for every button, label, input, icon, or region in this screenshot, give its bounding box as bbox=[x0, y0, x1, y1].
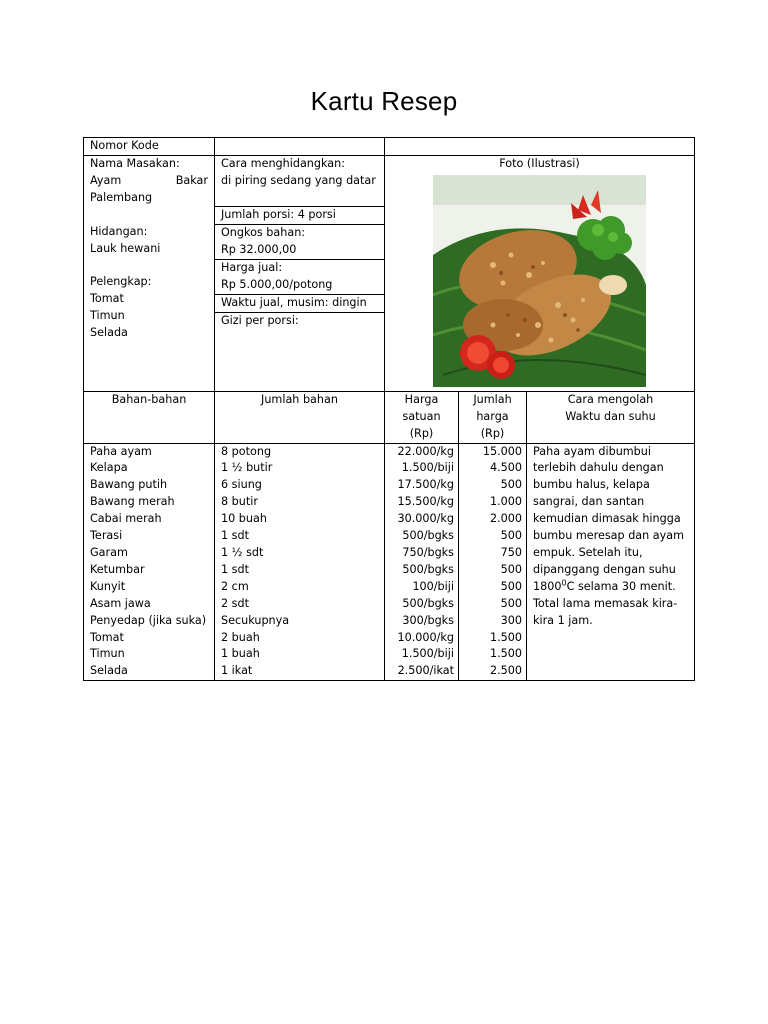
ingredient-name: Cabai merah bbox=[90, 512, 162, 526]
ingredient-qty: 1 sdt bbox=[221, 529, 249, 543]
kode-value bbox=[215, 138, 385, 156]
kode-label: Nomor Kode bbox=[84, 138, 215, 156]
info-row bbox=[84, 155, 695, 391]
total-price: 1.000 bbox=[489, 495, 522, 509]
photo-cell bbox=[385, 155, 695, 391]
selling-price-cell bbox=[215, 260, 384, 295]
selling-price-value: Rp 5.000,00/potong bbox=[221, 278, 333, 292]
dish-name-word-1: Ayam bbox=[90, 173, 122, 187]
ingredient-name: Paha ayam bbox=[90, 444, 152, 458]
total-price: 15.000 bbox=[482, 444, 522, 458]
ingredient-name: Selada bbox=[90, 664, 128, 678]
grilled-chicken-illustration bbox=[433, 175, 646, 387]
method-superscript: 0 bbox=[561, 578, 567, 588]
total-price: 500 bbox=[500, 596, 522, 610]
ingredient-name: Bawang merah bbox=[90, 495, 175, 509]
unit-price: 500/bgks bbox=[402, 529, 454, 543]
pelengkap-item: Timun bbox=[90, 309, 125, 323]
col-header-jumlah-harga: Jumlah harga (Rp) bbox=[459, 391, 527, 443]
total-price: 300 bbox=[500, 613, 522, 627]
total-price: 1.500 bbox=[489, 647, 522, 661]
ingredient-cost-label: Ongkos bahan: bbox=[221, 226, 306, 240]
ingredient-name: Timun bbox=[90, 647, 125, 661]
recipe-card-table bbox=[83, 137, 695, 681]
ingredient-qty: 1 sdt bbox=[221, 562, 249, 576]
kode-row bbox=[84, 138, 695, 156]
dish-photo bbox=[433, 175, 646, 387]
pelengkap-item: Selada bbox=[90, 326, 128, 340]
col-header-jumlah: Jumlah bahan bbox=[215, 391, 385, 443]
ingredient-name: Kunyit bbox=[90, 579, 126, 593]
ingredient-qty: 1 ½ sdt bbox=[221, 545, 264, 559]
col-header-harga-satuan: Harga satuan (Rp) bbox=[385, 391, 459, 443]
method-text-2: C selama 30 menit. Total lama memasak kira- kira 1 jam. bbox=[533, 579, 678, 627]
ingredient-qty: 1 ikat bbox=[221, 664, 253, 678]
ingredient-name: Kelapa bbox=[90, 461, 128, 475]
ingredient-qty: 8 potong bbox=[221, 444, 272, 458]
ingredient-qty: 1 ½ butir bbox=[221, 461, 273, 475]
nutrition-per-portion: Gizi per porsi: bbox=[215, 313, 384, 386]
ingredient-row bbox=[84, 443, 695, 681]
serving-method-label: Cara menghidangkan: bbox=[221, 156, 345, 170]
ingredient-name: Terasi bbox=[90, 529, 123, 543]
ingredient-qty: 2 cm bbox=[221, 579, 249, 593]
dish-info-cell bbox=[84, 155, 215, 391]
unit-price: 10.000/kg bbox=[397, 630, 454, 644]
ingredient-name: Garam bbox=[90, 545, 128, 559]
col-header-cara: Cara mengolah Waktu dan suhu bbox=[527, 391, 695, 443]
unit-price: 30.000/kg bbox=[397, 512, 454, 526]
ingredient-qty: 2 buah bbox=[221, 630, 260, 644]
unit-price: 17.500/kg bbox=[397, 478, 454, 492]
ingredient-name: Penyedap (jika suka) bbox=[90, 613, 207, 627]
column-header-row bbox=[84, 391, 695, 443]
ingredient-qty: 6 siung bbox=[221, 478, 262, 492]
dish-name-word-2: Bakar bbox=[175, 173, 208, 187]
unit-price: 100/biji bbox=[412, 579, 454, 593]
portion-count: Jumlah porsi: 4 porsi bbox=[215, 207, 384, 225]
unit-price: 1.500/biji bbox=[401, 647, 454, 661]
total-price: 1.500 bbox=[489, 630, 522, 644]
pelengkap-label: Pelengkap: bbox=[90, 275, 152, 289]
total-price: 2.000 bbox=[489, 512, 522, 526]
unit-price: 2.500/ikat bbox=[397, 664, 454, 678]
total-price: 500 bbox=[500, 529, 522, 543]
total-price: 500 bbox=[500, 478, 522, 492]
serving-method-cell bbox=[215, 156, 384, 207]
ingredient-qty: Secukupnya bbox=[221, 613, 290, 627]
method-text-1: Paha ayam dibumbui terlebih dahulu dengan bumbu halus, kelapa sangrai, dan santan kemudian dimasak hingga bumbu meresap dan ayam empuk. Setelah itu, dipanggang dengan suhu 1800 bbox=[533, 444, 685, 593]
ingredient-name-list bbox=[84, 443, 215, 681]
hidangan-label: Hidangan: bbox=[90, 224, 148, 238]
selling-price-label: Harga jual: bbox=[221, 261, 283, 275]
serving-subtable bbox=[215, 156, 384, 386]
unit-price: 1.500/biji bbox=[401, 461, 454, 475]
sell-season: Waktu jual, musim: dingin bbox=[215, 295, 384, 313]
ingredient-qty: 2 sdt bbox=[221, 596, 249, 610]
serving-method-value: di piring sedang yang datar bbox=[221, 173, 376, 187]
total-price: 4.500 bbox=[489, 461, 522, 475]
total-price: 750 bbox=[500, 545, 522, 559]
serving-cell bbox=[215, 155, 385, 391]
unit-price: 300/bgks bbox=[402, 613, 454, 627]
ingredient-qty: 8 butir bbox=[221, 495, 258, 509]
ingredient-qty-list bbox=[215, 443, 385, 681]
total-price: 2.500 bbox=[489, 664, 522, 678]
dish-name-label: Nama Masakan: bbox=[90, 156, 180, 170]
total-price: 500 bbox=[500, 579, 522, 593]
ingredient-cost-cell bbox=[215, 225, 384, 260]
ingredient-name: Ketumbar bbox=[90, 562, 145, 576]
kode-extra bbox=[385, 138, 695, 156]
unit-price: 15.500/kg bbox=[397, 495, 454, 509]
pelengkap-item: Tomat bbox=[90, 292, 124, 306]
cooking-method bbox=[527, 443, 695, 681]
ingredient-name: Bawang putih bbox=[90, 478, 168, 492]
dish-name-word-3: Palembang bbox=[90, 190, 153, 204]
page-title: Kartu Resep bbox=[310, 86, 458, 116]
ingredient-qty: 10 buah bbox=[221, 512, 267, 526]
ingredient-name: Asam jawa bbox=[90, 596, 151, 610]
unit-price: 750/bgks bbox=[402, 545, 454, 559]
ingredient-qty: 1 buah bbox=[221, 647, 260, 661]
unit-price: 500/bgks bbox=[402, 596, 454, 610]
unit-price: 22.000/kg bbox=[397, 444, 454, 458]
total-price: 500 bbox=[500, 562, 522, 576]
col-header-bahan: Bahan-bahan bbox=[84, 391, 215, 443]
unit-price: 500/bgks bbox=[402, 562, 454, 576]
total-price-list bbox=[459, 443, 527, 681]
hidangan-value: Lauk hewani bbox=[90, 241, 161, 255]
photo-label: Foto (Ilustrasi) bbox=[499, 156, 580, 170]
unit-price-list bbox=[385, 443, 459, 681]
dish-name-line bbox=[90, 173, 214, 190]
ingredient-name: Tomat bbox=[90, 630, 124, 644]
ingredient-cost-value: Rp 32.000,00 bbox=[221, 243, 297, 257]
